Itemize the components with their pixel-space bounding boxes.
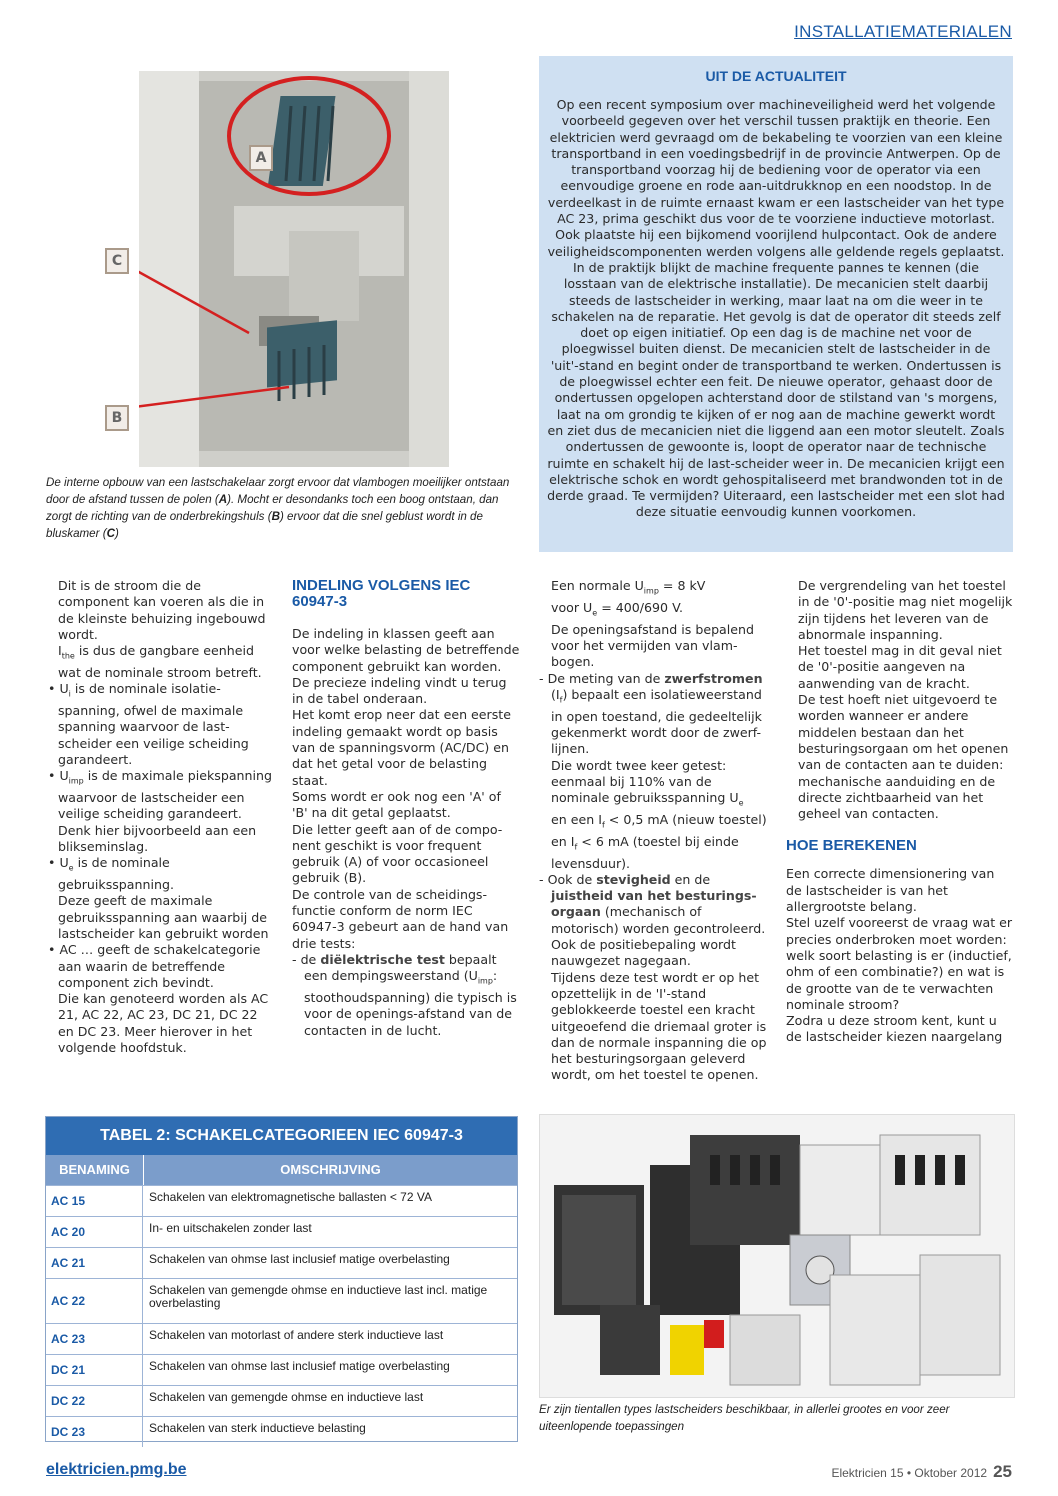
col1-para: Dit is de stroom die de component kan voeren als die in de kleinste behuizing ingebouwd wordt. [58, 578, 266, 642]
section-tag: INSTALLATIEMATERIALEN [794, 22, 1012, 41]
row-code: DC 21 [46, 1355, 143, 1385]
switch-category-table [45, 1116, 518, 1442]
table-row [46, 1278, 517, 1323]
col2-para: Soms wordt er ook nog een 'A' of 'B' na dit getal geplaatst. [292, 788, 501, 821]
table-row [46, 1354, 517, 1385]
sidebar-text: Op een recent symposium over machineveiligheid werd het volgende voorbeeld gegeven over het verschil tussen praktijk en theorie. Een elektricien werd gevraagd om de bekabeling te voorzien van een kleine transportband in een voedingsbedrijf in de provincie Antwerpen. Op de transportband voorzag hij de bediening voor de operator via een eenvoudige groene en rode aan-uitdrukknop en een noodstop. In de verdeelkast in de ruimte ernaast kwam er een lastscheider van het type AC 23, prima geschikt dus voor de te voorziene inductieve motorlast. Ook plaatste hij een bijkomend voorijlend hulpcontact. Ook de andere veiligheidscomponenten werden volgens alle geldende regels geplaatst. In de praktijk blijkt de machine frequente pannes te kennen (die losstaan van de elektrische installatie). De mecanicien stelt daarbij steeds de lastscheider in werking, maar laat na om die weer in te schakelen na de reparatie. Het gevolg is dat de operator dit steeds zelf doet op eigen initiatief. Op een dag is de machine net voor de ploegwissel buiten dienst. De mecanicien stelt de lastscheider in de 'uit'-stand en begint onder de transportband te werken. Ondertussen is de ploegwissel echter een feit. De nieuwe operator, gehaast door de ondertussen opgelopen achterstand door de stilstand van 's morgens, laat na om grondig te kijken of er nog aan de machine gewerkt wordt en ziet dus de mecanicien niet die liggend aan een motor sleutelt. Zoals ondertussen de gewoonte is, loopt de operator naar de technische ruimte en schakelt hij de last-scheider weer in. De mecanicien krijgt een elektrische schok en wordt gehospitaliseerd met brandwonden tot in de derde graad. Te vermijden? Uiteraard, een lastscheider met een slot had deze situatie eenvoudig kunnen voorkomen. [547, 97, 1005, 520]
col1-bullet: • $U_e$ is de nominale gebruiksspanning. [48, 855, 174, 893]
col1-para: Deze geeft de maximale gebruiksspanning aan waarbij de lastscheider kan gebruikt worden [58, 893, 269, 941]
col2-para: De controle van de scheidings-functie conform de norm IEC 60947-3 gebeurt aan de hand van drie tests: [292, 886, 509, 951]
col4-para: Zodra u deze stroom kent, kunt u de lastscheider kiezen naargelang [786, 1013, 1003, 1045]
row-code: AC 15 [46, 1186, 143, 1216]
table-title: TABEL 2: SCHAKELCATEGORIEEN IEC 60947-3 [46, 1117, 517, 1155]
footer-website-link[interactable]: elektricien.pmg.be [46, 1461, 187, 1478]
row-description: Schakelen van sterk inductieve belasting [149, 1421, 366, 1435]
row-description: Schakelen van ohmse last inclusief matige overbelasting [149, 1252, 450, 1266]
column-4 [786, 578, 1014, 1046]
col1-para: Die kan genoteerd worden als AC 21, AC 22, AC 23, DC 21, DC 22 en DC 23. Meer hierover in het volgende hoofdstuk. [58, 991, 269, 1056]
col1-bullet: • AC … geeft de schakelcategorie aan waarin de betreffende component zich bevindt. [48, 942, 261, 990]
table-row [46, 1185, 517, 1216]
row-code: AC 21 [46, 1248, 143, 1278]
row-code: AC 22 [46, 1279, 143, 1323]
table-header [46, 1155, 517, 1185]
col4-para: Het toestel mag in dit geval niet de '0'-positie aangeven na aanwending van de kracht. [798, 643, 1002, 691]
col1-bullet: • $U_{imp}$ is de maximale piekspanning waarvoor de lastscheider een veilige scheiding garandeert. Denk hier bijvoorbeeld aan een blikseminslag. [48, 768, 272, 854]
row-description: Schakelen van ohmse last inclusief matige overbelasting [149, 1359, 450, 1373]
col4-heading: HOE BEREKENEN [786, 837, 917, 855]
col2-dash-item: - de diëlektrische test bepaalt een dempingsweerstand ($U_{imp}$: stoothoudspanning) die typisch is voor de openings-afstand van de contacten in de lucht. [292, 951, 517, 1038]
col2-heading: INDELING VOLGENS IEC 60947-3 [292, 577, 471, 610]
row-description: In- en uitschakelen zonder last [149, 1221, 312, 1235]
figure2-caption: Er zijn tientallen types lastscheiders beschikbaar, in allerlei grootes en voor zeer uiteenlopende toepassingen [539, 1403, 950, 1433]
col3-para: Tijdens deze test wordt er op het opzettelijk in de 'I'-stand geblokkeerde toestel een kracht uitgeoefend die driemaal groter is dan de normale inspanning die op het besturingsorgaan geleverd wordt, om het toestel te openen. [551, 969, 767, 1083]
header-description: OMSCHRIJVING [280, 1162, 381, 1177]
table-row [46, 1323, 517, 1354]
label-b: B [105, 405, 129, 431]
col3-dash-item: - De meting van de zwerfstromen $(I_f)$ bepaalt een isolatieweerstand in open toestand, die gedeeltelijk gekenmerkt wordt door de zwerf-lijnen. [539, 670, 763, 757]
col2-para: De precieze indeling vindt u terug in de tabel onderaan. [292, 674, 507, 707]
col2-para: Die letter geeft aan of de compo-nent geschikt is voor frequent gebruik (A) of voor occasioneel gebruik (B). [292, 821, 503, 886]
col4-para: Een correcte dimensionering van de lastscheider is van het allergrootste belang. [786, 866, 995, 915]
col1-bullet: • $U_i$ is de nominale isolatie-spanning, ofwel de maximale spanning waarvoor de last-scheider een veilige scheiding garandeert. [48, 681, 249, 767]
col3-para: De openingsafstand is bepalend voor het vermijden van vlam-bogen. [551, 621, 755, 670]
row-description: Schakelen van elektromagnetische ballasten < 72 VA [149, 1190, 432, 1204]
row-description: Schakelen van gemengde ohmse en inductieve last incl. matige overbelasting [149, 1283, 488, 1310]
row-code: AC 20 [46, 1217, 143, 1247]
table-row [46, 1416, 517, 1447]
col3-para: Een normale $U_{imp} = 8$ kV [551, 578, 706, 596]
label-a: A [249, 145, 273, 171]
column-2 [292, 578, 520, 1039]
col2-para: Het komt erop neer dat een eerste indeling gemaakt wordt op basis van de spanningsvorm (AC/DC) en dat het getal voor de belasting staat. [292, 707, 511, 788]
table-row [46, 1385, 517, 1416]
col3-para: en $I_f < 6$ mA (toestel bij einde levensduur). [551, 833, 739, 871]
label-c: C [105, 248, 129, 274]
column-3 [539, 578, 767, 1084]
col3-para: voor $U_e = 400/690$ V. [551, 599, 684, 618]
row-description: Schakelen van motorlast of andere sterk inductieve last [149, 1328, 444, 1342]
col2-para: De indeling in klassen geeft aan voor welke belasting de betreffende component gebruikt kan worden. [292, 626, 520, 674]
issue-label: Elektricien 15 • Oktober 2012 [831, 1466, 988, 1480]
col4-para: De vergrendeling van het toestel in de '0'-positie mag niet mogelijk zijn tijdens het leveren van de abnormale inspanning. [798, 578, 1013, 642]
table-row [46, 1216, 517, 1247]
page-number: 25 [993, 1462, 1012, 1481]
row-code: DC 23 [46, 1417, 143, 1447]
col3-dash-item: - Ook de stevigheid en de juistheid van het besturings-orgaan (mechanisch of motorisch) worden gecontroleerd. Ook de positiebepaling wordt nauwgezet nagegaan. [539, 871, 766, 969]
figure1-caption: De interne opbouw van een lastschakelaar zorgt ervoor dat vlambogen moeilijker ontstaan door de afstand tussen de polen (A). Mocht er desondanks toch een boog ontstaan, dan zorgt de richting van de onderbrekingshuls (B) ervoor dat die snel geblust wordt in de bluskamer (C) [46, 476, 510, 540]
header-code: BENAMING [46, 1155, 144, 1185]
row-description: Schakelen van gemengde ohmse en inductieve last [149, 1390, 424, 1404]
row-code: AC 23 [46, 1324, 143, 1354]
sidebar-title: UIT DE ACTUALITEIT [705, 68, 847, 84]
row-code: DC 22 [46, 1386, 143, 1416]
col4-para: Stel uzelf vooreerst de vraag wat er precies onderbroken moet worden: welk soort belasting is er (inductief, ohm of een combinatie?) en wat is de grootte van de te verwachten nominale stroom? [786, 915, 1013, 1012]
col1-ith: $I_{the}$ is dus de gangbare eenheid wat de nominale stroom betreft. [58, 643, 262, 680]
switch-interior-photo [139, 71, 449, 467]
col3-para: en een $I_f < 0,5$ mA (nieuw toestel) [551, 811, 767, 830]
col4-para: De test hoeft niet uitgevoerd te worden wanneer er andere middelen bestaan dan het besturingsorgaan om het openen van de contacten aan te duiden: mechanische aanduiding en de directe zichtbaarheid van het geheel van contacten. [798, 692, 1009, 822]
column-1 [46, 578, 274, 1056]
switch-disconnectors-photo [539, 1114, 1015, 1398]
col3-para: Die wordt twee keer getest: eenmaal bij 110% van de nominale gebruiksspanning $U_e$ [551, 757, 744, 808]
table-row [46, 1247, 517, 1278]
footer-issue-info [831, 1462, 1012, 1482]
news-sidebar [539, 56, 1013, 552]
